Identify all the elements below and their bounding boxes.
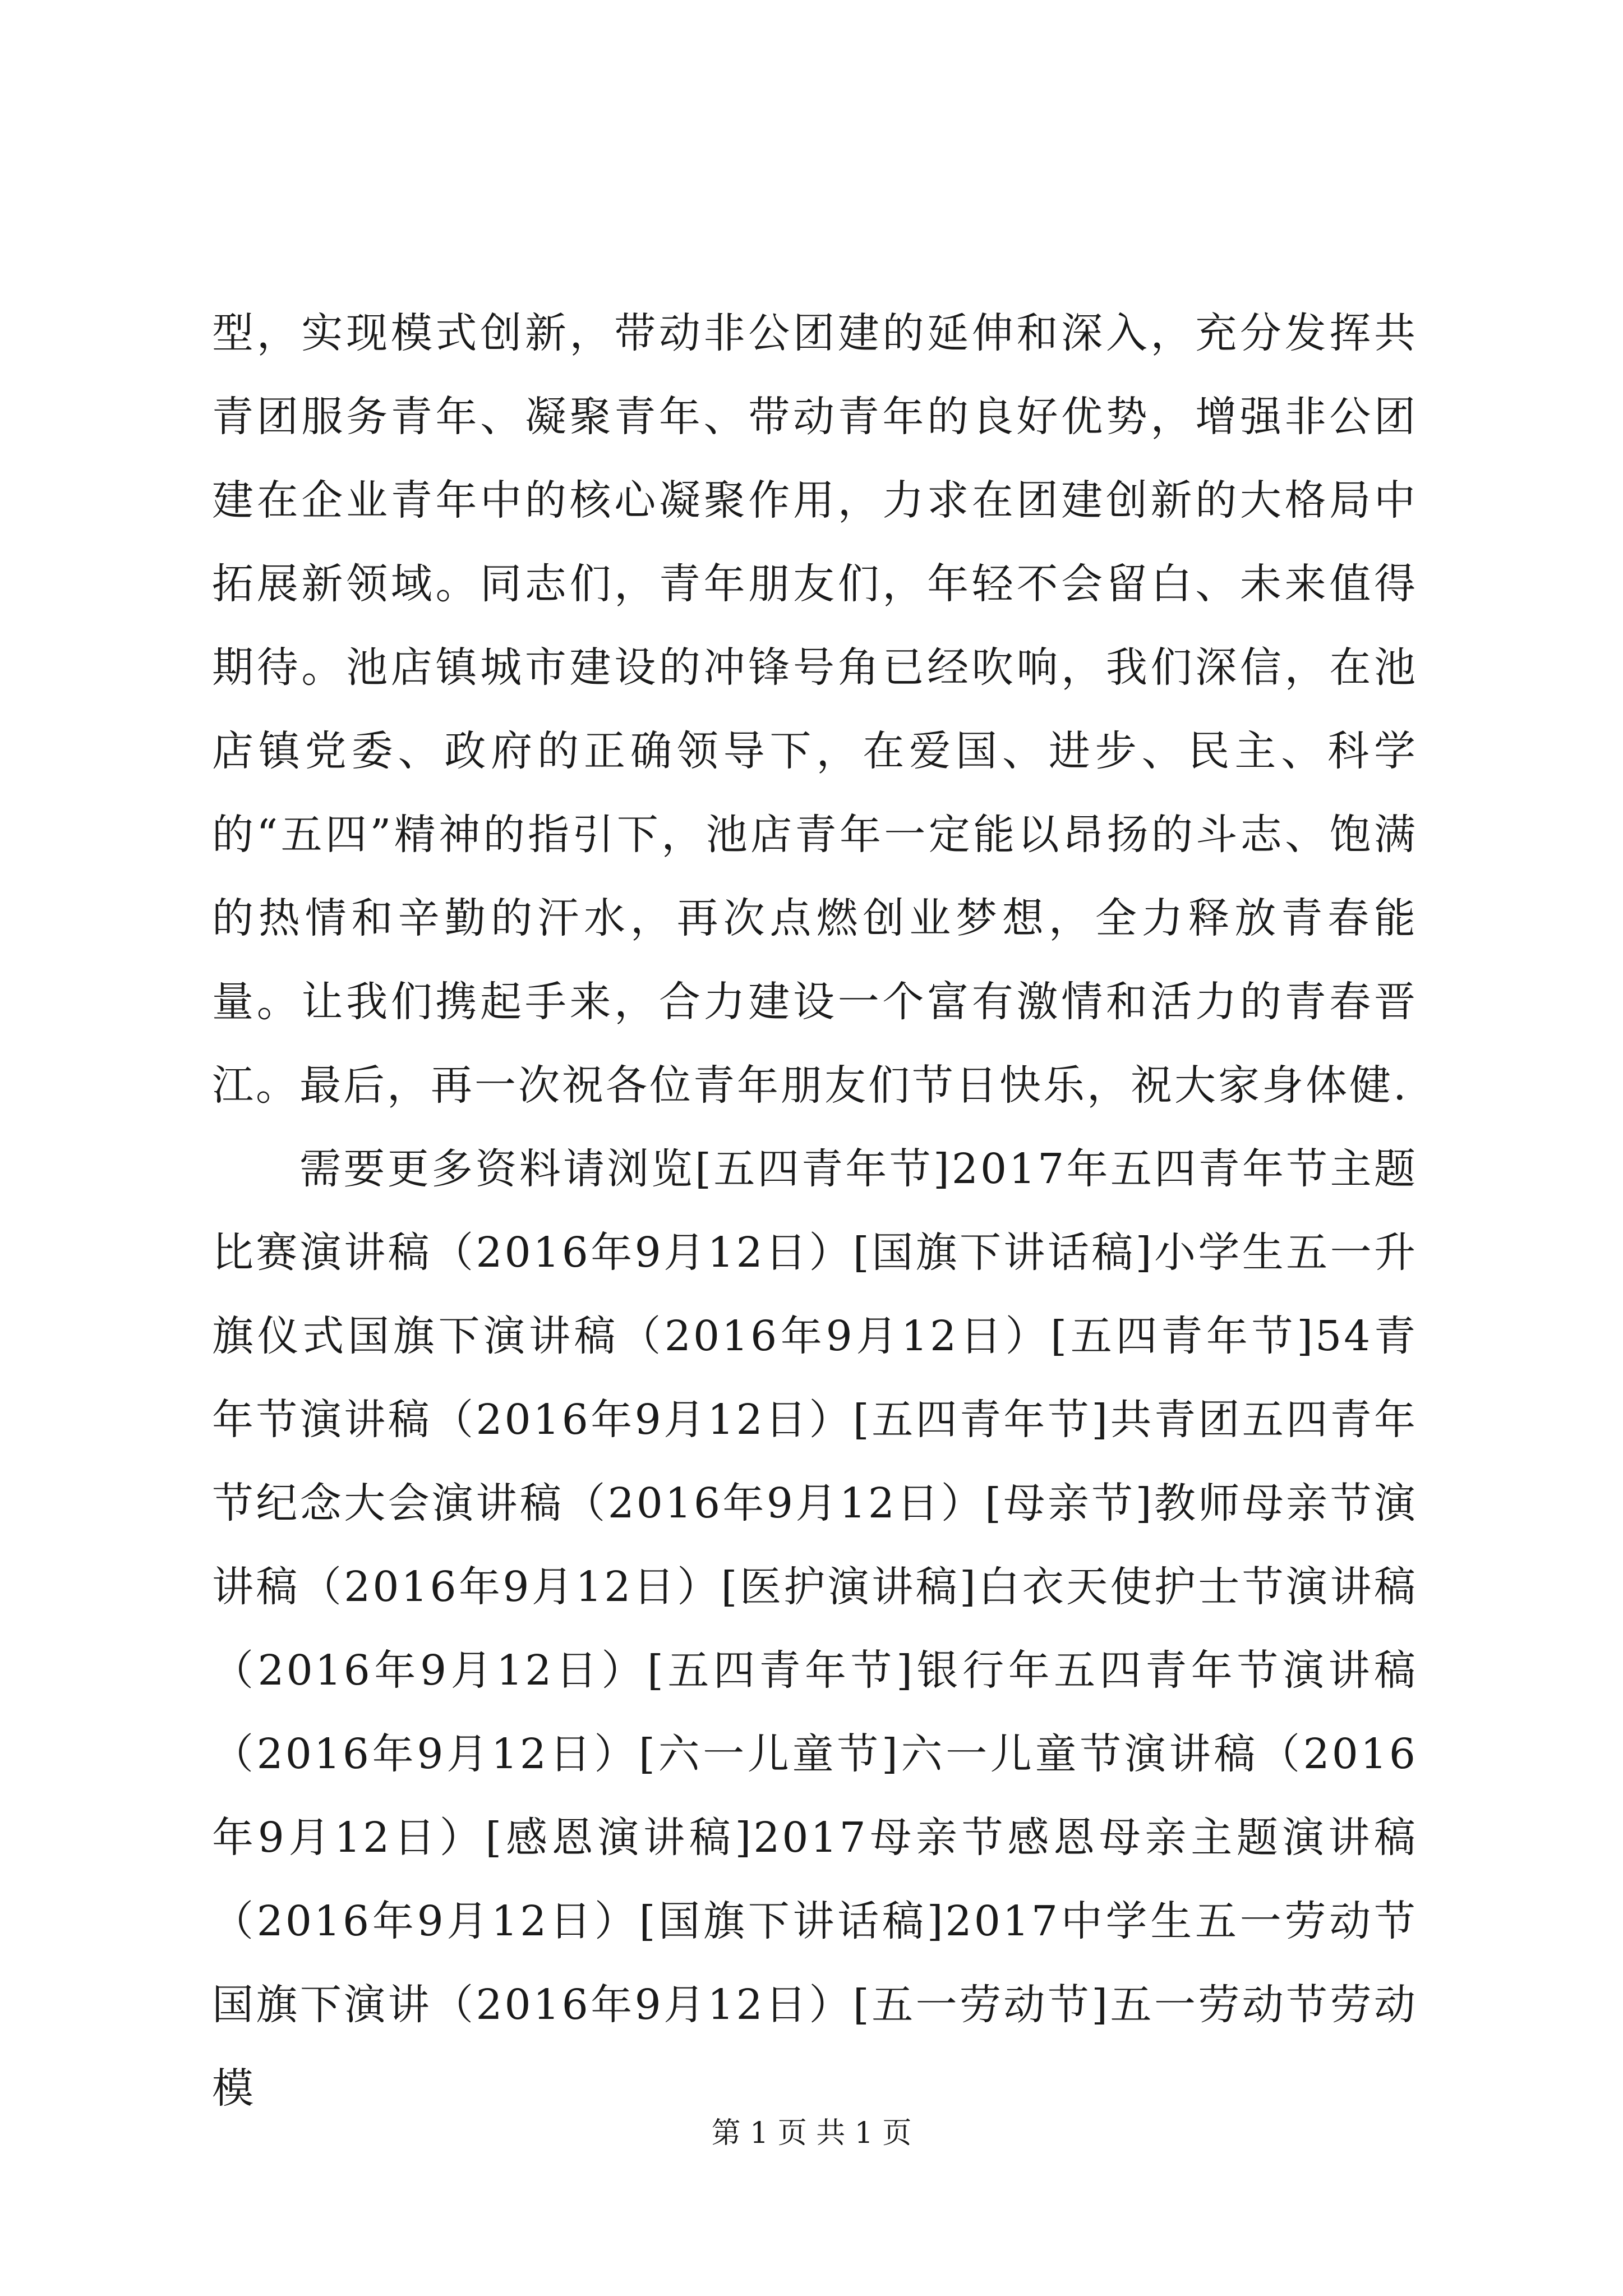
- paragraph-more-resources: 需要更多资料请浏览[五四青年节]2017年五四青年节主题比赛演讲稿（2016年9月12日）[国旗下讲话稿]小学生五一升旗仪式国旗下演讲稿（2016年9月12日）[五四青年节]54青年节演讲稿（2016年9月12日）[五四青年节]共青团五四青年节纪念大会演讲稿（2016年9月12日）[母亲节]教师母亲节演讲稿（2016年9月12日）[医护演讲稿]白衣天使护士节演讲稿（2016年9月12日）[五四青年节]银行年五四青年节演讲稿（2016年9月12日）[六一儿童节]六一儿童节演讲稿（2016年9月12日）[感恩演讲稿]2017母亲节感恩母亲主题演讲稿（2016年9月12日）[国旗下讲话稿]2017中学生五一劳动节国旗下演讲（2016年9月12日）[五一劳动节]五一劳动节劳动模: [212, 1145, 1418, 2113]
- document-body: [212, 292, 1418, 2131]
- paragraph-closing-remarks: 型，实现模式创新，带动非公团建的延伸和深入，充分发挥共青团服务青年、凝聚青年、带动青年的良好优势，增强非公团建在企业青年中的核心凝聚作用，力求在团建创新的大格局中拓展新领域。同志们，青年朋友们，年轻不会留白、未来值得期待。池店镇城市建设的冲锋号角已经吹响，我们深信，在池店镇党委、政府的正确领导下，在爱国、进步、民主、科学的“五四”精神的指引下，池店青年一定能以昂扬的斗志、饱满的热情和辛勤的汗水，再次点燃创业梦想，全力释放青春能量。让我们携起手来，合力建设一个富有激情和活力的青春晋江。最后，再一次祝各位青年朋友们节日快乐，祝大家身体健.: [212, 309, 1418, 1110]
- page-number-footer: 第 1 页 共 1 页: [711, 2116, 912, 2150]
